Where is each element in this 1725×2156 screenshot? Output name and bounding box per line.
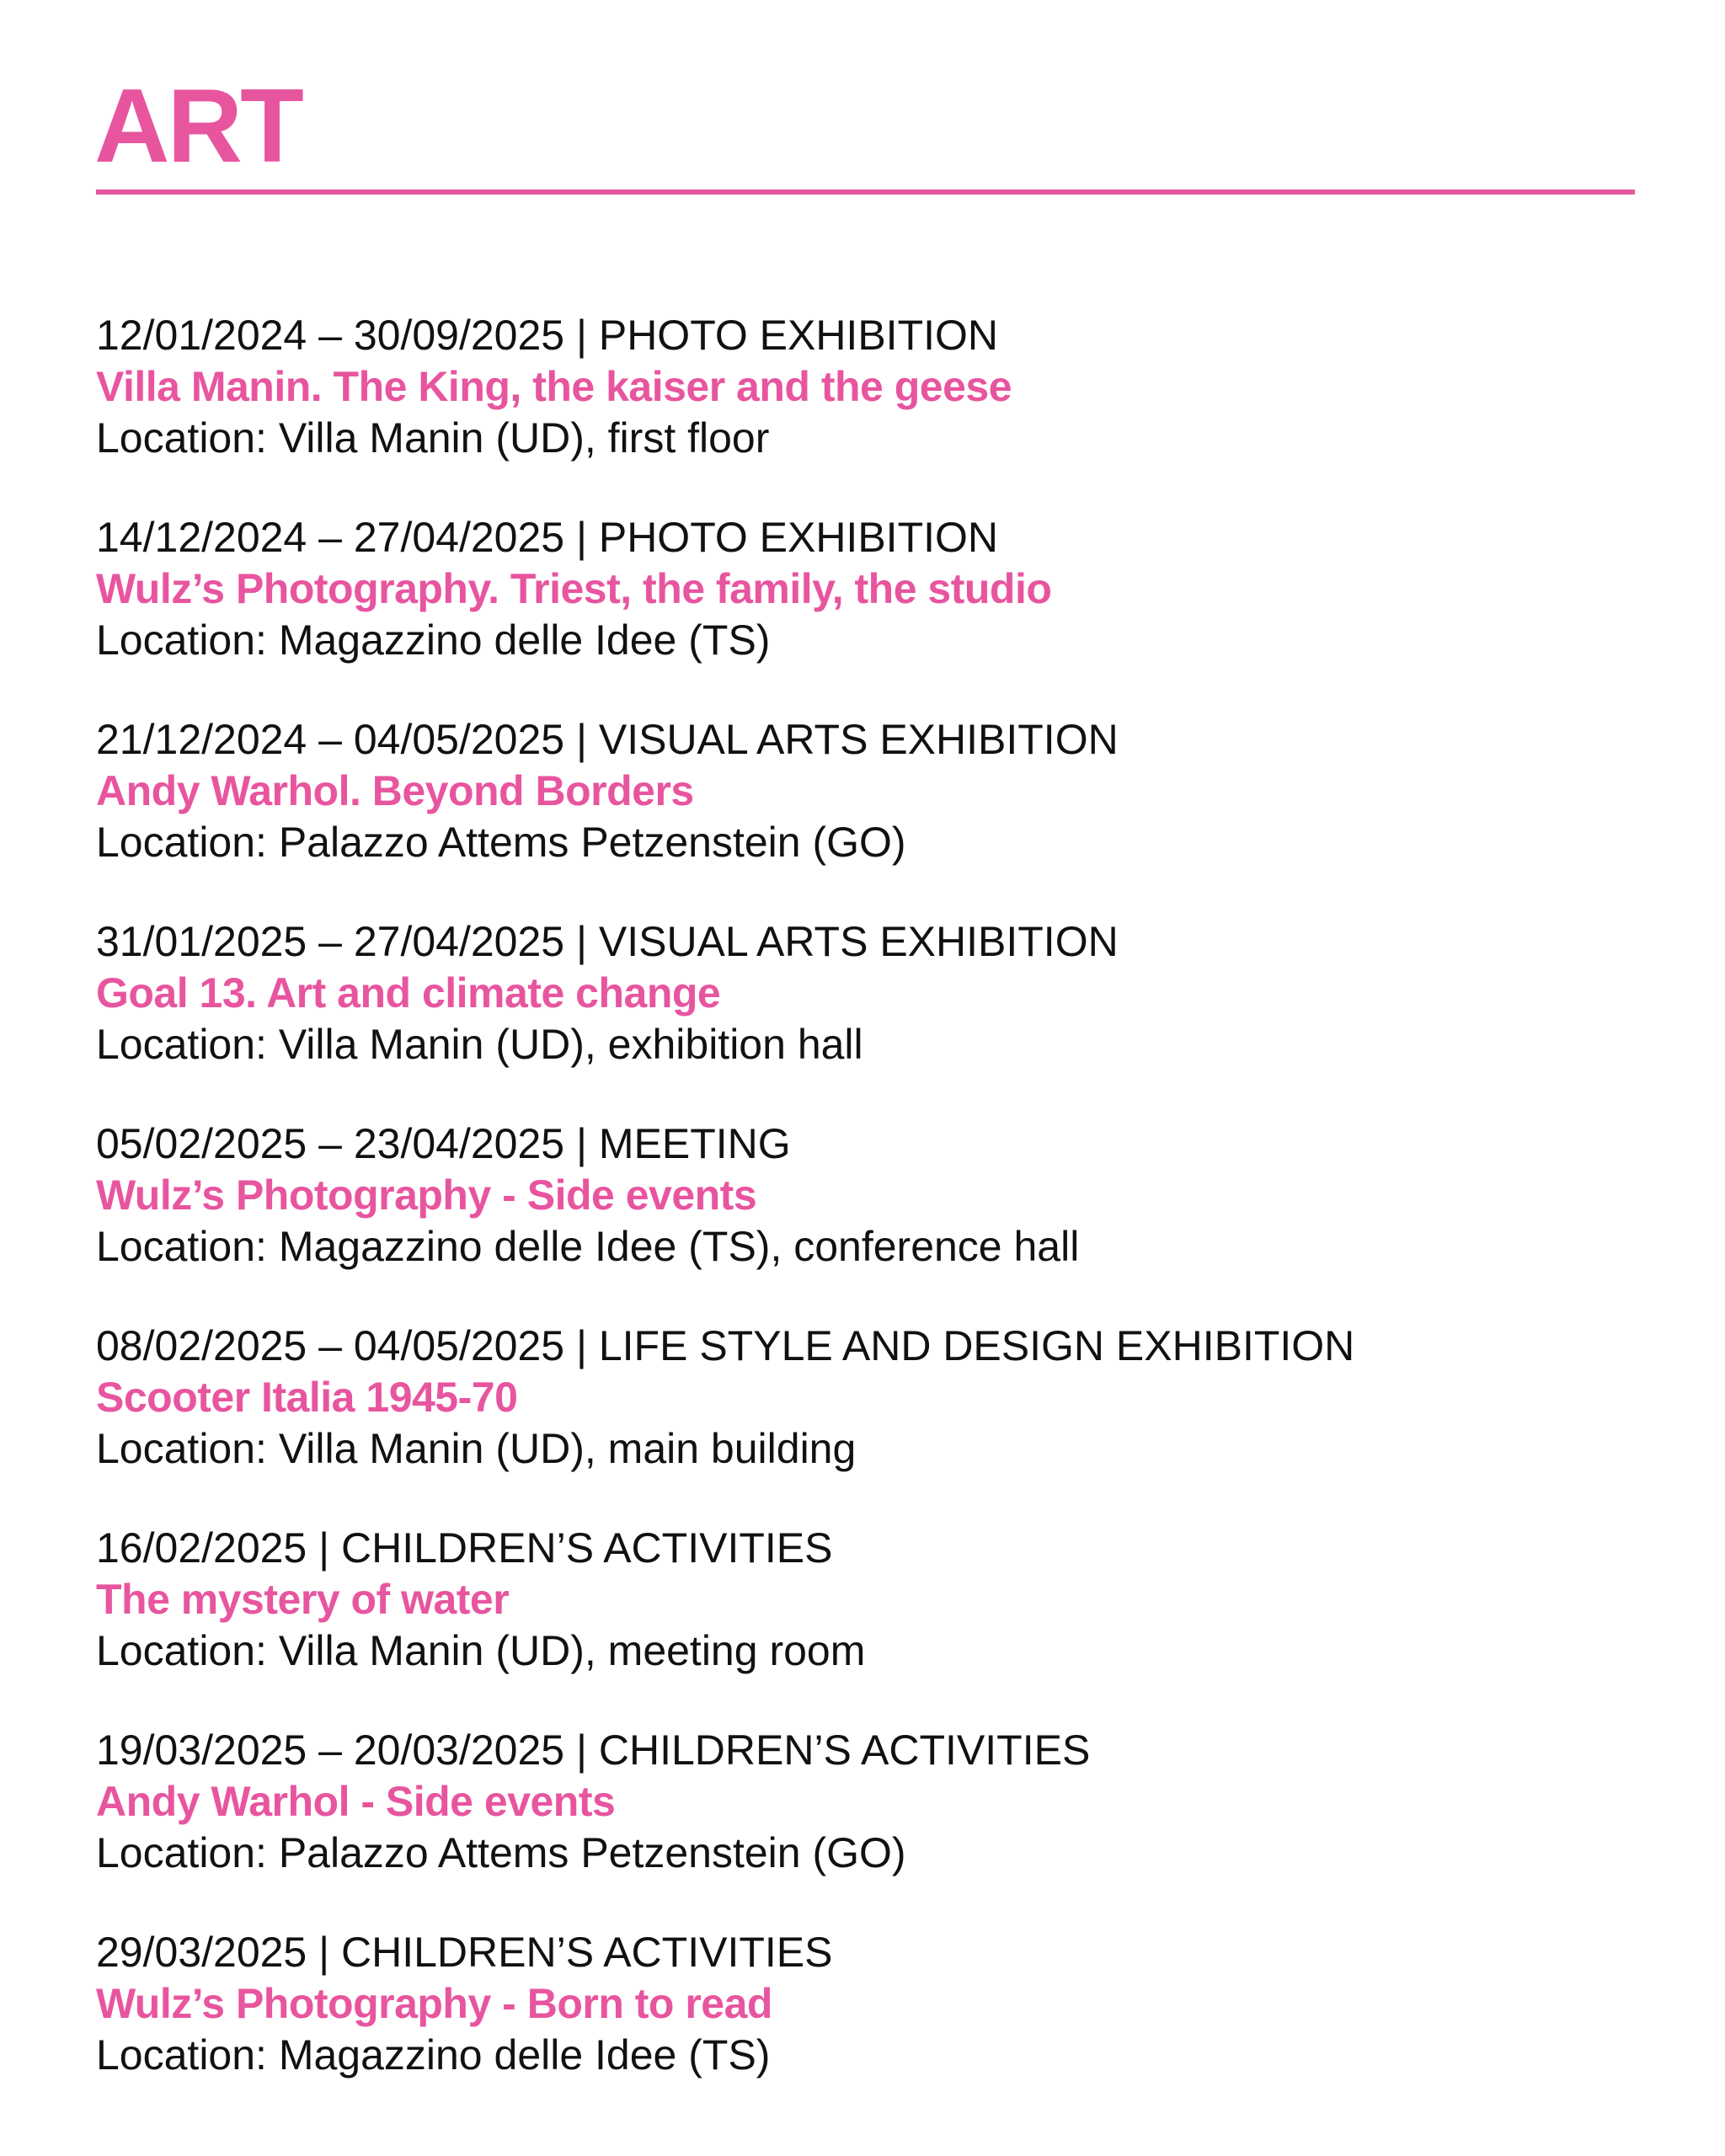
event-item (96, 1523, 1637, 1725)
event-location: Location: Magazzino delle Idee (TS), conference hall (96, 1223, 1080, 1270)
event-list (96, 310, 1637, 2129)
event-title: Wulz’s Photography. Triest, the family, the studio (96, 565, 1052, 612)
event-date-category: 16/02/2025 | CHILDREN’S ACTIVITIES (96, 1524, 833, 1572)
event-date-category: 31/01/2025 – 27/04/2025 | VISUAL ARTS EXHIBITION (96, 918, 1119, 965)
event-title: Andy Warhol. Beyond Borders (96, 767, 694, 814)
event-title: Andy Warhol - Side events (96, 1778, 616, 1825)
event-title: Wulz’s Photography - Born to read (96, 1980, 772, 2027)
event-location: Location: Villa Manin (UD), exhibition hall (96, 1021, 863, 1068)
event-title: The mystery of water (96, 1576, 510, 1623)
event-location: Location: Villa Manin (UD), main building (96, 1425, 857, 1472)
event-item (96, 1927, 1637, 2129)
event-date-category: 21/12/2024 – 04/05/2025 | VISUAL ARTS EXHIBITION (96, 716, 1119, 763)
event-date-category: 12/01/2024 – 30/09/2025 | PHOTO EXHIBITION (96, 312, 998, 359)
page-title: ART (94, 68, 302, 184)
event-title: Wulz’s Photography - Side events (96, 1171, 757, 1219)
event-item (96, 1321, 1637, 1523)
event-location: Location: Villa Manin (UD), first floor (96, 414, 770, 462)
event-item (96, 916, 1637, 1118)
title-divider (96, 189, 1635, 195)
event-item (96, 512, 1637, 714)
event-location: Location: Magazzino delle Idee (TS) (96, 616, 771, 664)
event-item (96, 310, 1637, 512)
event-item (96, 1725, 1637, 1927)
event-date-category: 14/12/2024 – 27/04/2025 | PHOTO EXHIBITION (96, 514, 998, 561)
event-location: Location: Magazzino delle Idee (TS) (96, 2031, 771, 2079)
event-location: Location: Palazzo Attems Petzenstein (GO) (96, 1829, 906, 1876)
event-date-category: 08/02/2025 – 04/05/2025 | LIFE STYLE AND DESIGN EXHIBITION (96, 1322, 1355, 1369)
event-title: Goal 13. Art and climate change (96, 969, 721, 1017)
event-item (96, 1118, 1637, 1321)
event-item (96, 714, 1637, 916)
event-title: Villa Manin. The King, the kaiser and the geese (96, 363, 1012, 410)
event-location: Location: Villa Manin (UD), meeting room (96, 1627, 866, 1674)
event-date-category: 19/03/2025 – 20/03/2025 | CHILDREN’S ACTIVITIES (96, 1726, 1091, 1774)
event-date-category: 05/02/2025 – 23/04/2025 | MEETING (96, 1120, 791, 1167)
event-date-category: 29/03/2025 | CHILDREN’S ACTIVITIES (96, 1929, 833, 1976)
event-location: Location: Palazzo Attems Petzenstein (GO) (96, 819, 906, 866)
event-title: Scooter Italia 1945-70 (96, 1374, 518, 1421)
